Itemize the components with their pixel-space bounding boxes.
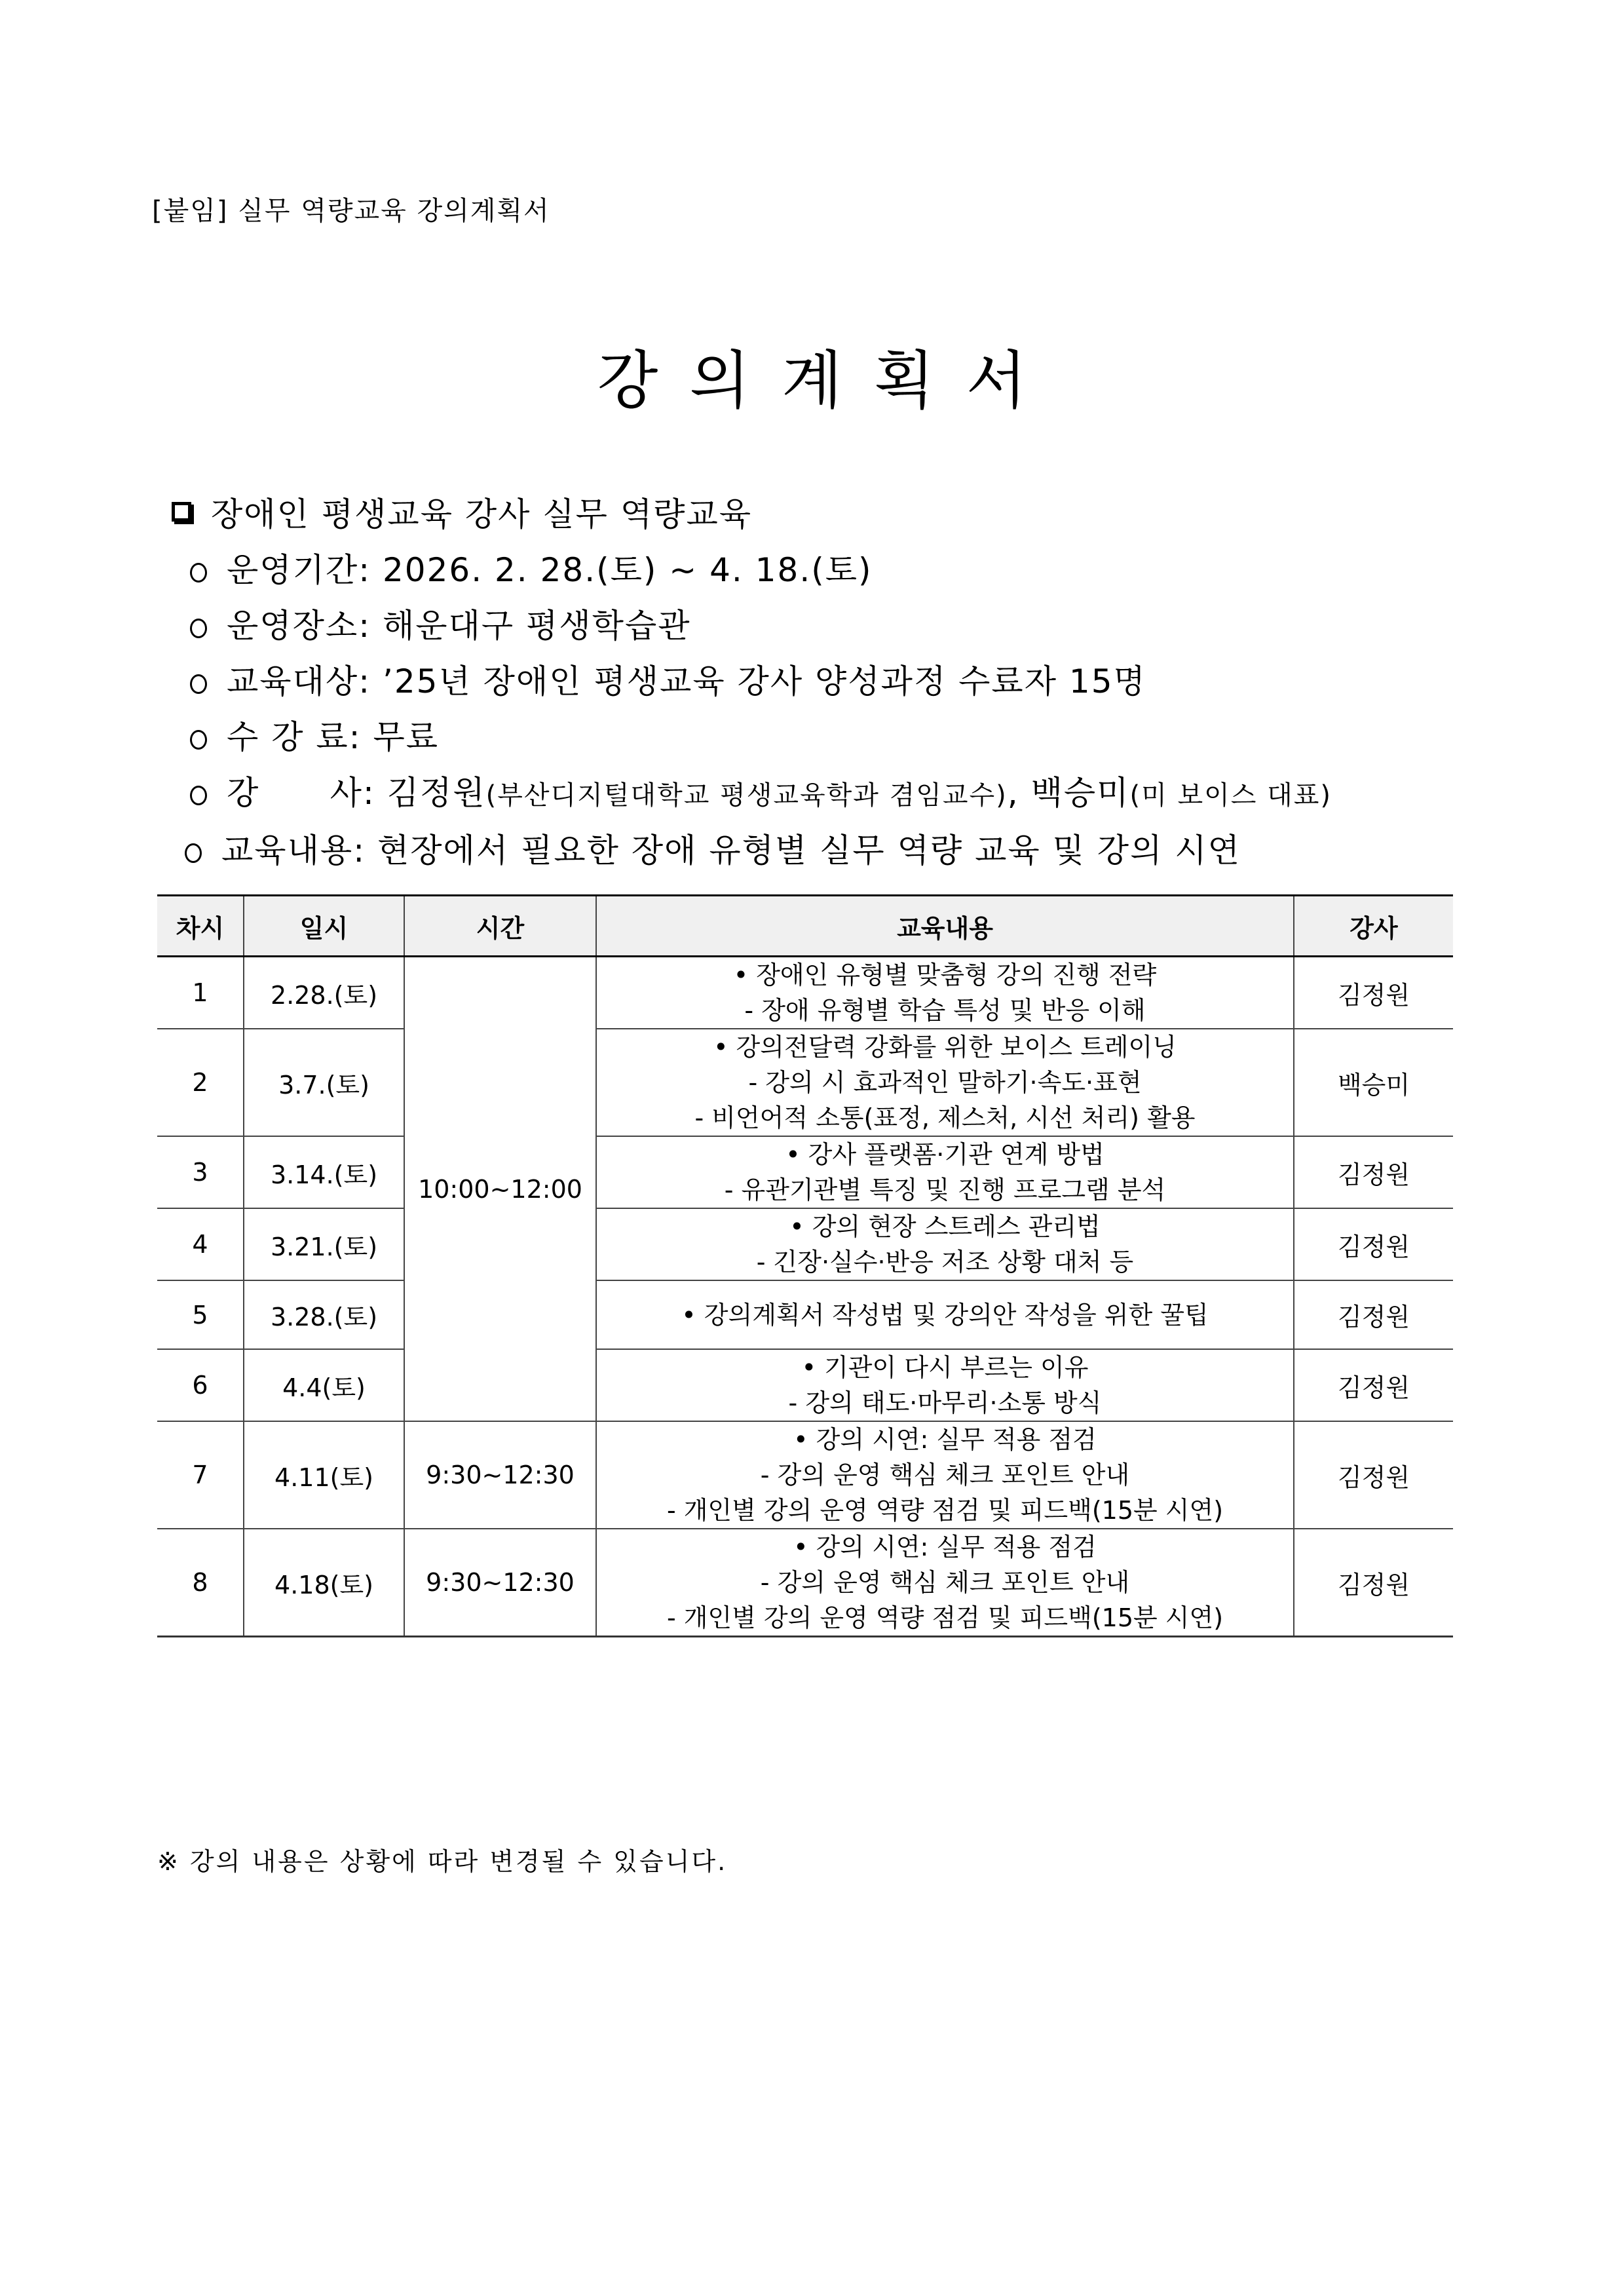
detail-value: 해운대구 평생학습관 [382, 607, 691, 645]
cell-content [596, 1208, 1294, 1280]
section-heading [172, 488, 752, 535]
cell-session: 7 [157, 1421, 244, 1529]
page-title: 강의계획서 [597, 344, 1059, 417]
cell-time: 9:30~12:30 [404, 1529, 596, 1637]
detail-content [185, 824, 1241, 871]
detail-target [190, 655, 1146, 702]
table-row [157, 1529, 1453, 1637]
cell-content [596, 1136, 1294, 1208]
detail-label: 운영기간: [227, 551, 371, 589]
header-content: 교육내용 [596, 896, 1294, 957]
cell-content [596, 1421, 1294, 1529]
content-line: - 개인별 강의 운영 역량 점검 및 피드백(15분 시연) [666, 1603, 1224, 1632]
content-line: • 강의전달력 강화를 위한 보이스 트레이닝 [713, 1033, 1177, 1062]
cell-session: 4 [157, 1208, 244, 1280]
cell-session: 3 [157, 1136, 244, 1208]
content-line: • 강의 시연: 실무 적용 점검 [793, 1425, 1097, 1454]
detail-value: ’25년 장애인 평생교육 강사 양성과정 수료자 15명 [382, 662, 1146, 700]
content-line: • 기관이 다시 부르는 이유 [801, 1353, 1089, 1382]
cell-date: 4.18(토) [244, 1529, 404, 1637]
circle-bullet-icon [190, 619, 207, 638]
cell-content [596, 1349, 1294, 1421]
cell-instructor: 김정원 [1294, 1280, 1453, 1349]
detail-label: 운영장소: [227, 607, 371, 645]
detail-label: 교육내용: [221, 832, 366, 870]
content-line: - 개인별 강의 운영 역량 점검 및 피드백(15분 시연) [666, 1496, 1224, 1525]
cell-date: 2.28.(토) [244, 957, 404, 1029]
schedule-table [157, 894, 1453, 1637]
table-row [157, 1349, 1453, 1421]
cell-date: 3.28.(토) [244, 1280, 404, 1349]
detail-value: 현장에서 필요한 장애 유형별 실무 역량 교육 및 강의 시연 [377, 832, 1241, 870]
cell-date: 3.14.(토) [244, 1136, 404, 1208]
instructor-name-2: , 백승미 [1007, 774, 1130, 812]
content-line: - 강의 운영 핵심 체크 포인트 안내 [760, 1568, 1130, 1597]
content-line: - 강의 태도·마무리·소통 방식 [788, 1388, 1102, 1417]
content-line: - 강의 운영 핵심 체크 포인트 안내 [760, 1461, 1130, 1489]
cell-content [596, 1280, 1294, 1349]
attachment-annotation: [붙임] 실무 역량교육 강의계획서 [152, 196, 550, 226]
header-time: 시간 [404, 896, 596, 957]
table-row [157, 1421, 1453, 1529]
cell-session: 6 [157, 1349, 244, 1421]
cell-content [596, 957, 1294, 1029]
content-line: - 긴장·실수·반응 저조 상황 대처 등 [756, 1248, 1134, 1276]
section-heading-text: 장애인 평생교육 강사 실무 역량교육 [211, 495, 753, 533]
instructor-affiliation-2: (미 보이스 대표) [1129, 780, 1332, 811]
content-line: • 강의계획서 작성법 및 강의안 작성을 위한 꿀팁 [681, 1300, 1209, 1330]
content-line: • 강사 플랫폼·기관 연계 방법 [785, 1140, 1105, 1169]
table-row [157, 1208, 1453, 1280]
circle-bullet-icon [190, 730, 207, 750]
footnote: ※ 강의 내용은 상황에 따라 변경될 수 있습니다. [157, 1847, 728, 1876]
table-row [157, 957, 1453, 1029]
cell-date: 4.11(토) [244, 1421, 404, 1529]
cell-instructor: 김정원 [1294, 1208, 1453, 1280]
header-date: 일시 [244, 896, 404, 957]
circle-bullet-icon [190, 674, 207, 694]
detail-label: 강 사: [227, 774, 375, 812]
content-line: • 강의 시연: 실무 적용 점검 [793, 1533, 1097, 1561]
detail-label: 수 강 료: [227, 718, 362, 756]
table-row [157, 1136, 1453, 1208]
cell-instructor: 김정원 [1294, 1529, 1453, 1637]
cell-content [596, 1529, 1294, 1637]
detail-fee [190, 711, 439, 758]
header-session: 차시 [157, 896, 244, 957]
square-box-icon [172, 502, 191, 522]
detail-period [190, 544, 873, 591]
circle-bullet-icon [185, 843, 202, 863]
cell-date: 4.4(토) [244, 1349, 404, 1421]
cell-instructor: 김정원 [1294, 1136, 1453, 1208]
detail-value: 무료 [373, 718, 440, 756]
header-instructor: 강사 [1294, 896, 1453, 957]
cell-instructor: 김정원 [1294, 1349, 1453, 1421]
cell-instructor: 김정원 [1294, 957, 1453, 1029]
detail-label: 교육대상: [227, 662, 371, 700]
cell-session: 8 [157, 1529, 244, 1637]
detail-value: 2026. 2. 28.(토) ~ 4. 18.(토) [382, 551, 873, 589]
content-line: - 장애 유형별 학습 특성 및 반응 이해 [744, 996, 1146, 1025]
content-line: - 강의 시 효과적인 말하기·속도·표현 [748, 1068, 1142, 1097]
cell-instructor: 백승미 [1294, 1029, 1453, 1136]
cell-session: 2 [157, 1029, 244, 1136]
table-row [157, 1029, 1453, 1136]
circle-bullet-icon [190, 786, 207, 805]
cell-time: 9:30~12:30 [404, 1421, 596, 1529]
circle-bullet-icon [190, 563, 207, 583]
instructor-name-1: 김정원 [387, 774, 486, 812]
instructor-affiliation-1: (부산디지털대학교 평생교육학과 겸임교수) [485, 780, 1008, 811]
cell-time-merged: 10:00~12:00 [404, 957, 596, 1422]
cell-session: 5 [157, 1280, 244, 1349]
content-line: • 장애인 유형별 맞춤형 강의 진행 전략 [733, 961, 1157, 989]
content-line: - 유관기관별 특징 및 진행 프로그램 분석 [724, 1176, 1166, 1204]
cell-content [596, 1029, 1294, 1136]
cell-date: 3.21.(토) [244, 1208, 404, 1280]
detail-instructors [190, 767, 1332, 814]
table-header-row [157, 896, 1453, 957]
content-line: • 강의 현장 스트레스 관리법 [789, 1212, 1101, 1241]
cell-date: 3.7.(토) [244, 1029, 404, 1136]
detail-venue [190, 600, 691, 647]
cell-session: 1 [157, 957, 244, 1029]
table-row [157, 1280, 1453, 1349]
cell-instructor: 김정원 [1294, 1421, 1453, 1529]
content-line: - 비언어적 소통(표정, 제스처, 시선 처리) 활용 [694, 1103, 1196, 1132]
